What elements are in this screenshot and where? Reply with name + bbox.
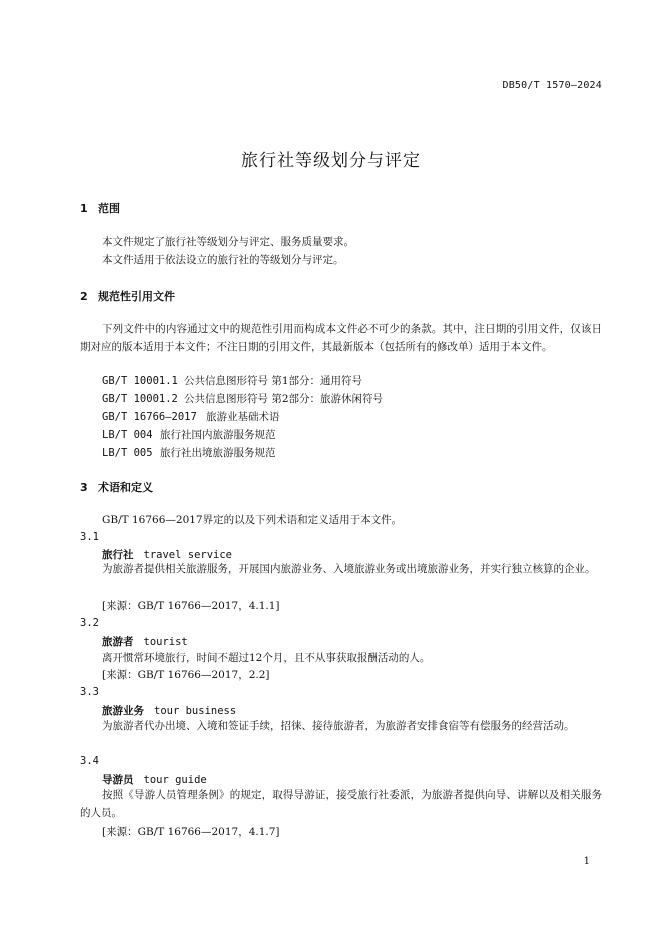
term-definition: 为旅游者提供相关旅游服务，开展国内旅游业务、入境旅游业务或出境旅游业务，并实行独立核算的企业。 xyxy=(102,563,596,575)
term-cn: 旅游者 xyxy=(102,636,134,648)
term-en: tour business xyxy=(154,705,237,717)
term-definition: 为旅游者代办出境、入境和签证手续，招徕、接待旅游者，为旅游者安排食宿等有偿服务的经营活动。 xyxy=(102,720,575,732)
section-title: 术语和定义 xyxy=(98,481,153,494)
term-number: 3.3 xyxy=(80,686,99,698)
term-definition: 按照《导游人员管理条例》的规定，取得导游证，接受旅行社委派，为旅游者提供向导、讲解以及相关服务的人员。 xyxy=(80,789,602,819)
term-number: 3.1 xyxy=(80,531,99,543)
term-en: tourist xyxy=(143,636,188,648)
section-number: 3 xyxy=(80,481,88,494)
section-3-heading xyxy=(80,479,153,495)
paragraph: 本文件规定了旅行社等级划分与评定、服务质量要求。 xyxy=(102,236,354,248)
document-title: 旅行社等级划分与评定 xyxy=(241,151,421,171)
section-title: 规范性引用文件 xyxy=(98,290,175,303)
section-number: 2 xyxy=(80,290,88,303)
term-definition: 离开惯常环境旅行，时间不超过12个月，且不从事获取报酬活动的人。 xyxy=(102,652,431,664)
term-cn: 导游员 xyxy=(102,774,134,786)
term-cn: 旅行社 xyxy=(102,549,134,561)
page-number: 1 xyxy=(583,856,590,867)
reference-code: LB/T 005 xyxy=(102,447,153,459)
reference-name: 旅行社出境旅游服务规范 xyxy=(160,447,276,459)
section-title: 范围 xyxy=(98,202,120,215)
paragraph: GB/T 16766—2017界定的以及下列术语和定义适用于本文件。 xyxy=(102,514,403,526)
term-en: travel service xyxy=(143,549,233,561)
term-en: tour guide xyxy=(143,774,207,786)
reference-item xyxy=(102,392,383,407)
section-2-heading xyxy=(80,288,175,304)
section-number: 1 xyxy=(80,202,88,215)
reference-item xyxy=(102,446,276,461)
reference-item xyxy=(102,428,276,443)
document-number: DB50/T 1570—2024 xyxy=(502,80,602,91)
reference-code: GB/T 10001.1 xyxy=(102,375,178,387)
reference-name: 公共信息图形符号 第2部分：旅游休闲符号 xyxy=(184,393,384,405)
term-source: [来源：GB/T 16766—2017，2.2] xyxy=(102,669,270,681)
reference-code: GB/T 10001.2 xyxy=(102,393,178,405)
term-number: 3.4 xyxy=(80,755,99,767)
reference-name: 公共信息图形符号 第1部分：通用符号 xyxy=(184,375,363,387)
reference-item xyxy=(102,410,280,425)
reference-item xyxy=(102,374,362,389)
reference-code: LB/T 004 xyxy=(102,429,153,441)
term-source: [来源：GB/T 16766—2017，4.1.7] xyxy=(102,826,280,838)
term-heading xyxy=(102,772,207,787)
term-source: [来源：GB/T 16766—2017，4.1.1] xyxy=(102,600,280,612)
term-number: 3.2 xyxy=(80,617,99,629)
reference-name: 旅游业基础术语 xyxy=(206,411,280,423)
paragraph: 本文件适用于依法设立的旅行社的等级划分与评定。 xyxy=(102,254,344,266)
term-cn: 旅游业务 xyxy=(102,705,144,717)
term-heading xyxy=(102,703,236,718)
term-heading xyxy=(102,634,188,649)
reference-code: GB/T 16766—2017 xyxy=(102,411,197,423)
term-heading xyxy=(102,547,232,562)
paragraph: 下列文件中的内容通过文中的规范性引用而构成本文件必不可少的条款。其中，注日期的引用文件，仅该日期对应的版本适用于本文件；不注日期的引用文件，其最新版本（包括所有的修改单）适用于本文件。 xyxy=(80,323,602,353)
reference-name: 旅行社国内旅游服务规范 xyxy=(160,429,276,441)
section-1-heading xyxy=(80,200,120,216)
